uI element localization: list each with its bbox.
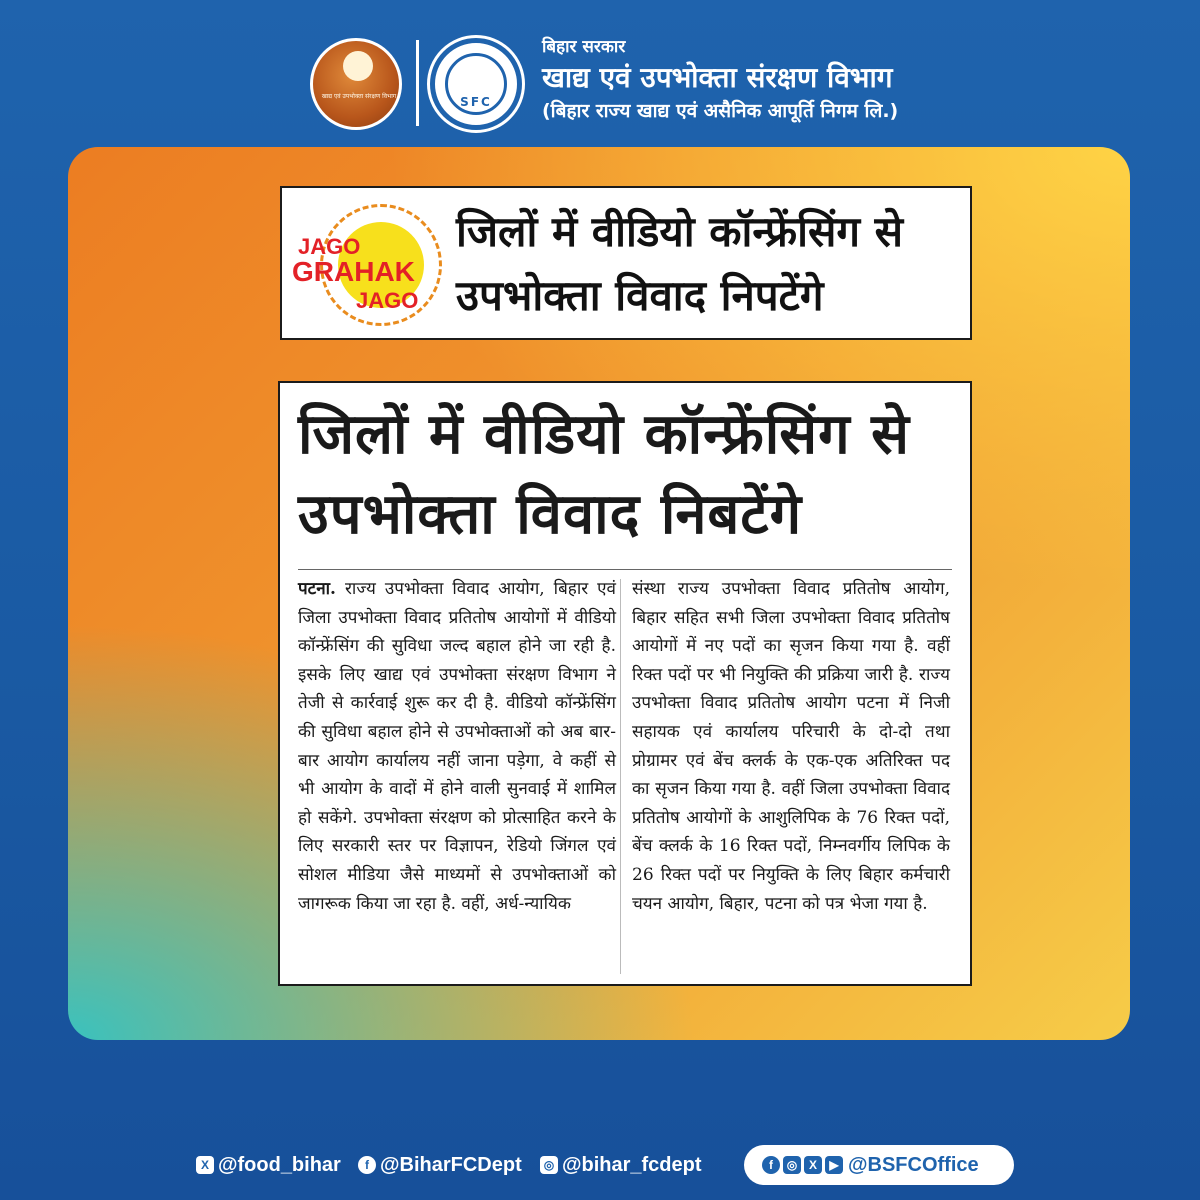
combined-social-handle[interactable]	[744, 1145, 1014, 1185]
clipping-rule	[298, 569, 952, 570]
jago-grahak-jago-logo	[290, 198, 438, 328]
article-column-1	[298, 575, 616, 918]
youtube-icon: ▶	[825, 1156, 843, 1174]
column-1-text: राज्य उपभोक्ता विवाद आयोग, बिहार एवं जिला उपभोक्ता विवाद प्रतितोष आयोगों में वीडियो कॉन्फ्रेंसिंग की सुविधा जल्द बहाल होने जा रही है. इसके लिए खाद्य एवं उपभोक्ता संरक्षण विभाग ने तेजी से कार्रवाई शुरू कर दी है. वीडियो कॉन्फ्रेंसिंग की सुविधा बहाल होने से उपभोक्ताओं को अब बार-बार आयोग कार्यालय नहीं जाना पड़ेगा, वे कहीं से भी आयोग के वादों में होने वाली सुनवाई में शामिल हो सकेंगे. उपभोक्ता संरक्षण को प्रोत्साहित करने के लिए सरकारी स्तर पर विज्ञापन, रेडियो जिंगल एवं सोशल मीडिया जैसे माध्यमों से उपभोक्ताओं को जागरूक किया जा रहा है. वहीं, अर्ध-न्यायिक	[298, 579, 617, 914]
instagram-handle[interactable]	[540, 1148, 702, 1182]
facebook-handle-text: @BiharFCDept	[380, 1153, 522, 1176]
department-name	[542, 36, 898, 124]
instagram-icon: ◎	[540, 1156, 558, 1174]
logo-word-3: JAGO	[356, 288, 419, 313]
footer	[0, 1140, 1200, 1190]
twitter-handle-text: @food_bihar	[218, 1153, 341, 1176]
x-twitter-icon: X	[196, 1156, 214, 1174]
clipping-title: जिलों में वीडियो कॉन्फ्रेंसिंग से उपभोक्ता विवाद निबटेंगे	[298, 402, 911, 547]
dept-line-3: (बिहार राज्य खाद्य एवं असैनिक आपूर्ति निगम लि.)	[542, 100, 899, 122]
logo-word-2: GRAHAK	[292, 256, 415, 287]
instagram-handle-text: @bihar_fcdept	[562, 1153, 702, 1176]
sfc-logo-text: SFC	[460, 95, 492, 109]
twitter-handle[interactable]	[196, 1148, 341, 1182]
dateline: पटना.	[298, 579, 336, 599]
headline-box	[280, 186, 972, 340]
department-logo	[310, 38, 402, 130]
content-panel	[68, 147, 1130, 1040]
dept-line-2: खाद्य एवं उपभोक्ता संरक्षण विभाग	[542, 61, 893, 94]
instagram-icon: ◎	[783, 1156, 801, 1174]
facebook-icon: f	[358, 1156, 376, 1174]
newspaper-clipping	[278, 381, 972, 986]
sfc-logo	[430, 38, 522, 130]
facebook-handle[interactable]	[358, 1148, 522, 1182]
emblem-icon	[343, 51, 373, 81]
logo-word-1: JAGO	[298, 234, 361, 259]
x-twitter-icon: X	[804, 1156, 822, 1174]
logo-caption: खाद्य एवं उपभोक्ता संरक्षण विभाग	[321, 93, 397, 100]
combined-handle-text: @BSFCOffice	[848, 1153, 979, 1176]
headline-title: जिलों में वीडियो कॉन्फ्रेंसिंग से उपभोक्ता विवाद निपटेंगे	[456, 207, 904, 320]
facebook-icon: f	[762, 1156, 780, 1174]
header	[0, 0, 1200, 150]
article-column-2: संस्था राज्य उपभोक्ता विवाद प्रतितोष आयोग, बिहार सहित सभी जिला उपभोक्ता विवाद प्रतितोष आयोगों में नए पदों का सृजन किया गया है. वहीं रिक्त पदों पर भी नियुक्ति की प्रक्रिया जारी है. राज्य उपभोक्ता विवाद प्रतितोष आयोग पटना में निजी सहायक एवं कार्यालय परिचारी के दो-दो तथा प्रोग्रामर एवं बेंच क्लर्क के एक-एक अतिरिक्त पद का सृजन किया गया है. वहीं जिला उपभोक्ता विवाद प्रतितोष आयोगों के आशुलिपिक के 76 रिक्त पदों, बेंच क्लर्क के 16 रिक्त पदों, निम्नवर्गीय लिपिक के 26 रिक्त पदों पर नियुक्ति के लिए बिहार कर्मचारी चयन आयोग, बिहार, पटना को पत्र भेजा गया है.	[632, 579, 950, 914]
column-separator	[620, 579, 621, 974]
header-divider	[416, 40, 419, 126]
dept-line-1: बिहार सरकार	[542, 37, 626, 57]
